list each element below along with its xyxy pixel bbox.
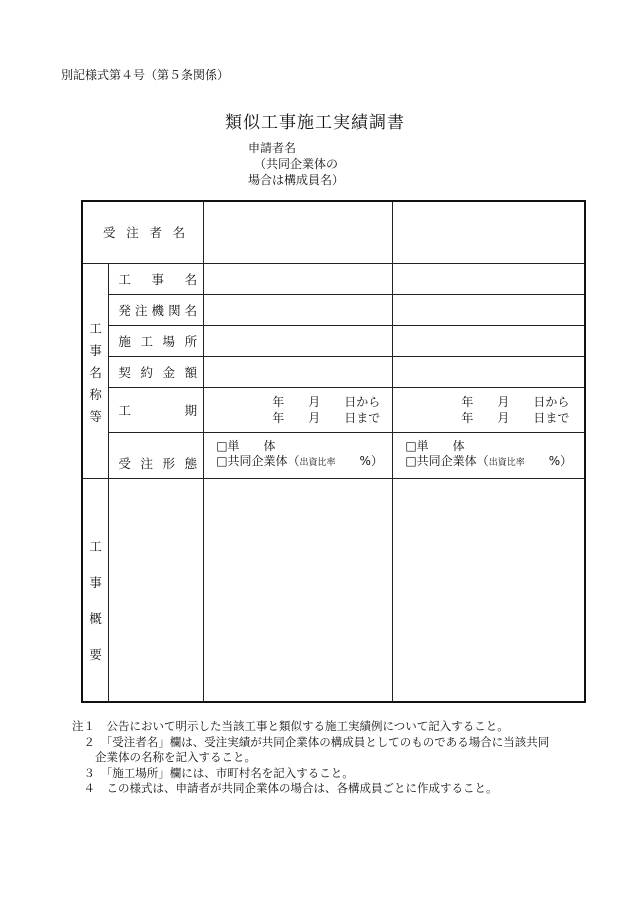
label-char: 形	[162, 455, 176, 471]
summary-field-1[interactable]	[204, 478, 393, 702]
period-text	[393, 394, 584, 426]
label-char: 場	[162, 333, 176, 349]
experience-table	[81, 200, 586, 703]
label-char: 等	[89, 408, 102, 424]
label-char: 注	[140, 455, 153, 471]
month-text: 月	[497, 410, 510, 425]
year-text: 年	[272, 394, 285, 409]
location-field-2[interactable]	[393, 325, 585, 356]
label-char: 期	[184, 402, 198, 418]
form-number-label: 別記様式第４号（第５条関係）	[61, 68, 230, 82]
note-line: ２ 「受注者名」欄は、受注実績が共同企業体の構成員としてのものである場合に当該共同	[72, 734, 550, 749]
note-line: 企業体の名称を記入すること。	[72, 750, 256, 764]
label-char: 事	[89, 342, 102, 358]
order-type-options	[204, 439, 392, 471]
note-line: ４ この様式は、申請者が共同企業体の場合は、各構成員ごとに作成すること。	[72, 781, 498, 795]
label-char: 受	[118, 455, 131, 471]
label-char: 名	[184, 271, 198, 287]
order-type-label	[109, 432, 204, 478]
project-group-label-cell	[82, 263, 109, 478]
contractor-field-1[interactable]	[204, 201, 393, 263]
jv-checkbox[interactable]	[405, 454, 584, 471]
ratio-text: 出資比率	[299, 458, 336, 468]
jv-text: □共同企業体（	[216, 454, 300, 468]
project-name-field-1[interactable]	[204, 263, 393, 294]
period-text	[204, 394, 392, 426]
label-char: 金	[162, 364, 176, 380]
label-char: 態	[184, 455, 198, 471]
ordering-agency-label	[109, 294, 204, 325]
label-char: 工	[118, 271, 131, 287]
document-title: 類似工事施工実績調書	[225, 113, 405, 133]
to-text: 日まで	[533, 410, 570, 425]
label-char: 工	[140, 333, 153, 349]
label-char: 工	[89, 538, 102, 554]
year-text: 年	[461, 410, 474, 425]
note-line: ３ 「施工場所」欄には、市町村名を記入すること。	[72, 765, 354, 780]
order-type-options	[393, 439, 584, 471]
period-field-2[interactable]	[393, 387, 585, 432]
month-text: 月	[497, 394, 510, 409]
applicant-note-line2: 場合は構成員名）	[248, 173, 345, 187]
period-label	[109, 387, 204, 432]
label-char: 注	[126, 225, 139, 241]
summary-label-cell	[82, 478, 109, 702]
year-text: 年	[461, 394, 474, 409]
single-checkbox[interactable]: □単 体	[216, 439, 276, 453]
location-field-1[interactable]	[204, 325, 393, 356]
project-name-label	[109, 263, 204, 294]
contract-amount-field-2[interactable]	[393, 356, 585, 387]
from-text: 日から	[533, 394, 570, 409]
contract-amount-field-1[interactable]	[204, 356, 393, 387]
applicant-block	[248, 140, 344, 188]
single-checkbox[interactable]: □単 体	[405, 439, 465, 453]
summary-field-2[interactable]	[393, 478, 585, 702]
project-name-field-2[interactable]	[393, 263, 585, 294]
label-char: 事	[89, 574, 102, 590]
label-char: 機	[151, 302, 165, 318]
contractor-label-cell	[82, 201, 204, 263]
from-text: 日から	[344, 394, 381, 409]
contract-amount-label	[109, 356, 204, 387]
jv-text: □共同企業体（	[405, 454, 489, 468]
period-field-1[interactable]	[204, 387, 393, 432]
year-text: 年	[272, 410, 285, 425]
note-line: 注１ 公告において明示した当該工事と類似する施工実績例について記入すること。	[72, 719, 509, 733]
label-char: 所	[184, 333, 198, 349]
applicant-note-line1: （共同企業体の	[254, 157, 339, 171]
notes-block	[72, 719, 549, 797]
label-char: 注	[134, 302, 148, 318]
label-char: 名	[184, 302, 198, 318]
label-char: 名	[89, 364, 102, 380]
label-char: 額	[184, 364, 198, 380]
label-char: 受	[103, 225, 116, 241]
label-char: 契	[118, 364, 131, 380]
month-text: 月	[308, 410, 321, 425]
location-label	[109, 325, 204, 356]
label-char: 発	[118, 302, 131, 318]
label-char: 名	[172, 225, 186, 241]
label-char: 者	[149, 225, 162, 241]
label-char: 関	[168, 302, 181, 318]
contractor-field-2[interactable]	[393, 201, 585, 263]
label-char: 事	[151, 271, 165, 287]
order-type-field-2[interactable]	[393, 432, 585, 478]
label-char: 約	[140, 364, 153, 380]
month-text: 月	[308, 394, 321, 409]
label-char: 概	[89, 610, 102, 626]
to-text: 日まで	[344, 410, 381, 425]
summary-spacer-cell	[109, 478, 204, 702]
order-type-field-1[interactable]	[204, 432, 393, 478]
pct-text: %）	[524, 454, 573, 468]
jv-checkbox[interactable]	[216, 454, 392, 471]
label-char: 工	[118, 402, 131, 418]
label-char: 称	[89, 386, 102, 402]
label-char: 工	[89, 320, 102, 336]
pct-text: %）	[335, 454, 383, 468]
ordering-agency-field-1[interactable]	[204, 294, 393, 325]
applicant-label: 申請者名	[248, 141, 297, 155]
label-char: 施	[118, 333, 131, 349]
label-char: 要	[89, 646, 102, 662]
ordering-agency-field-2[interactable]	[393, 294, 585, 325]
ratio-text: 出資比率	[488, 458, 525, 468]
